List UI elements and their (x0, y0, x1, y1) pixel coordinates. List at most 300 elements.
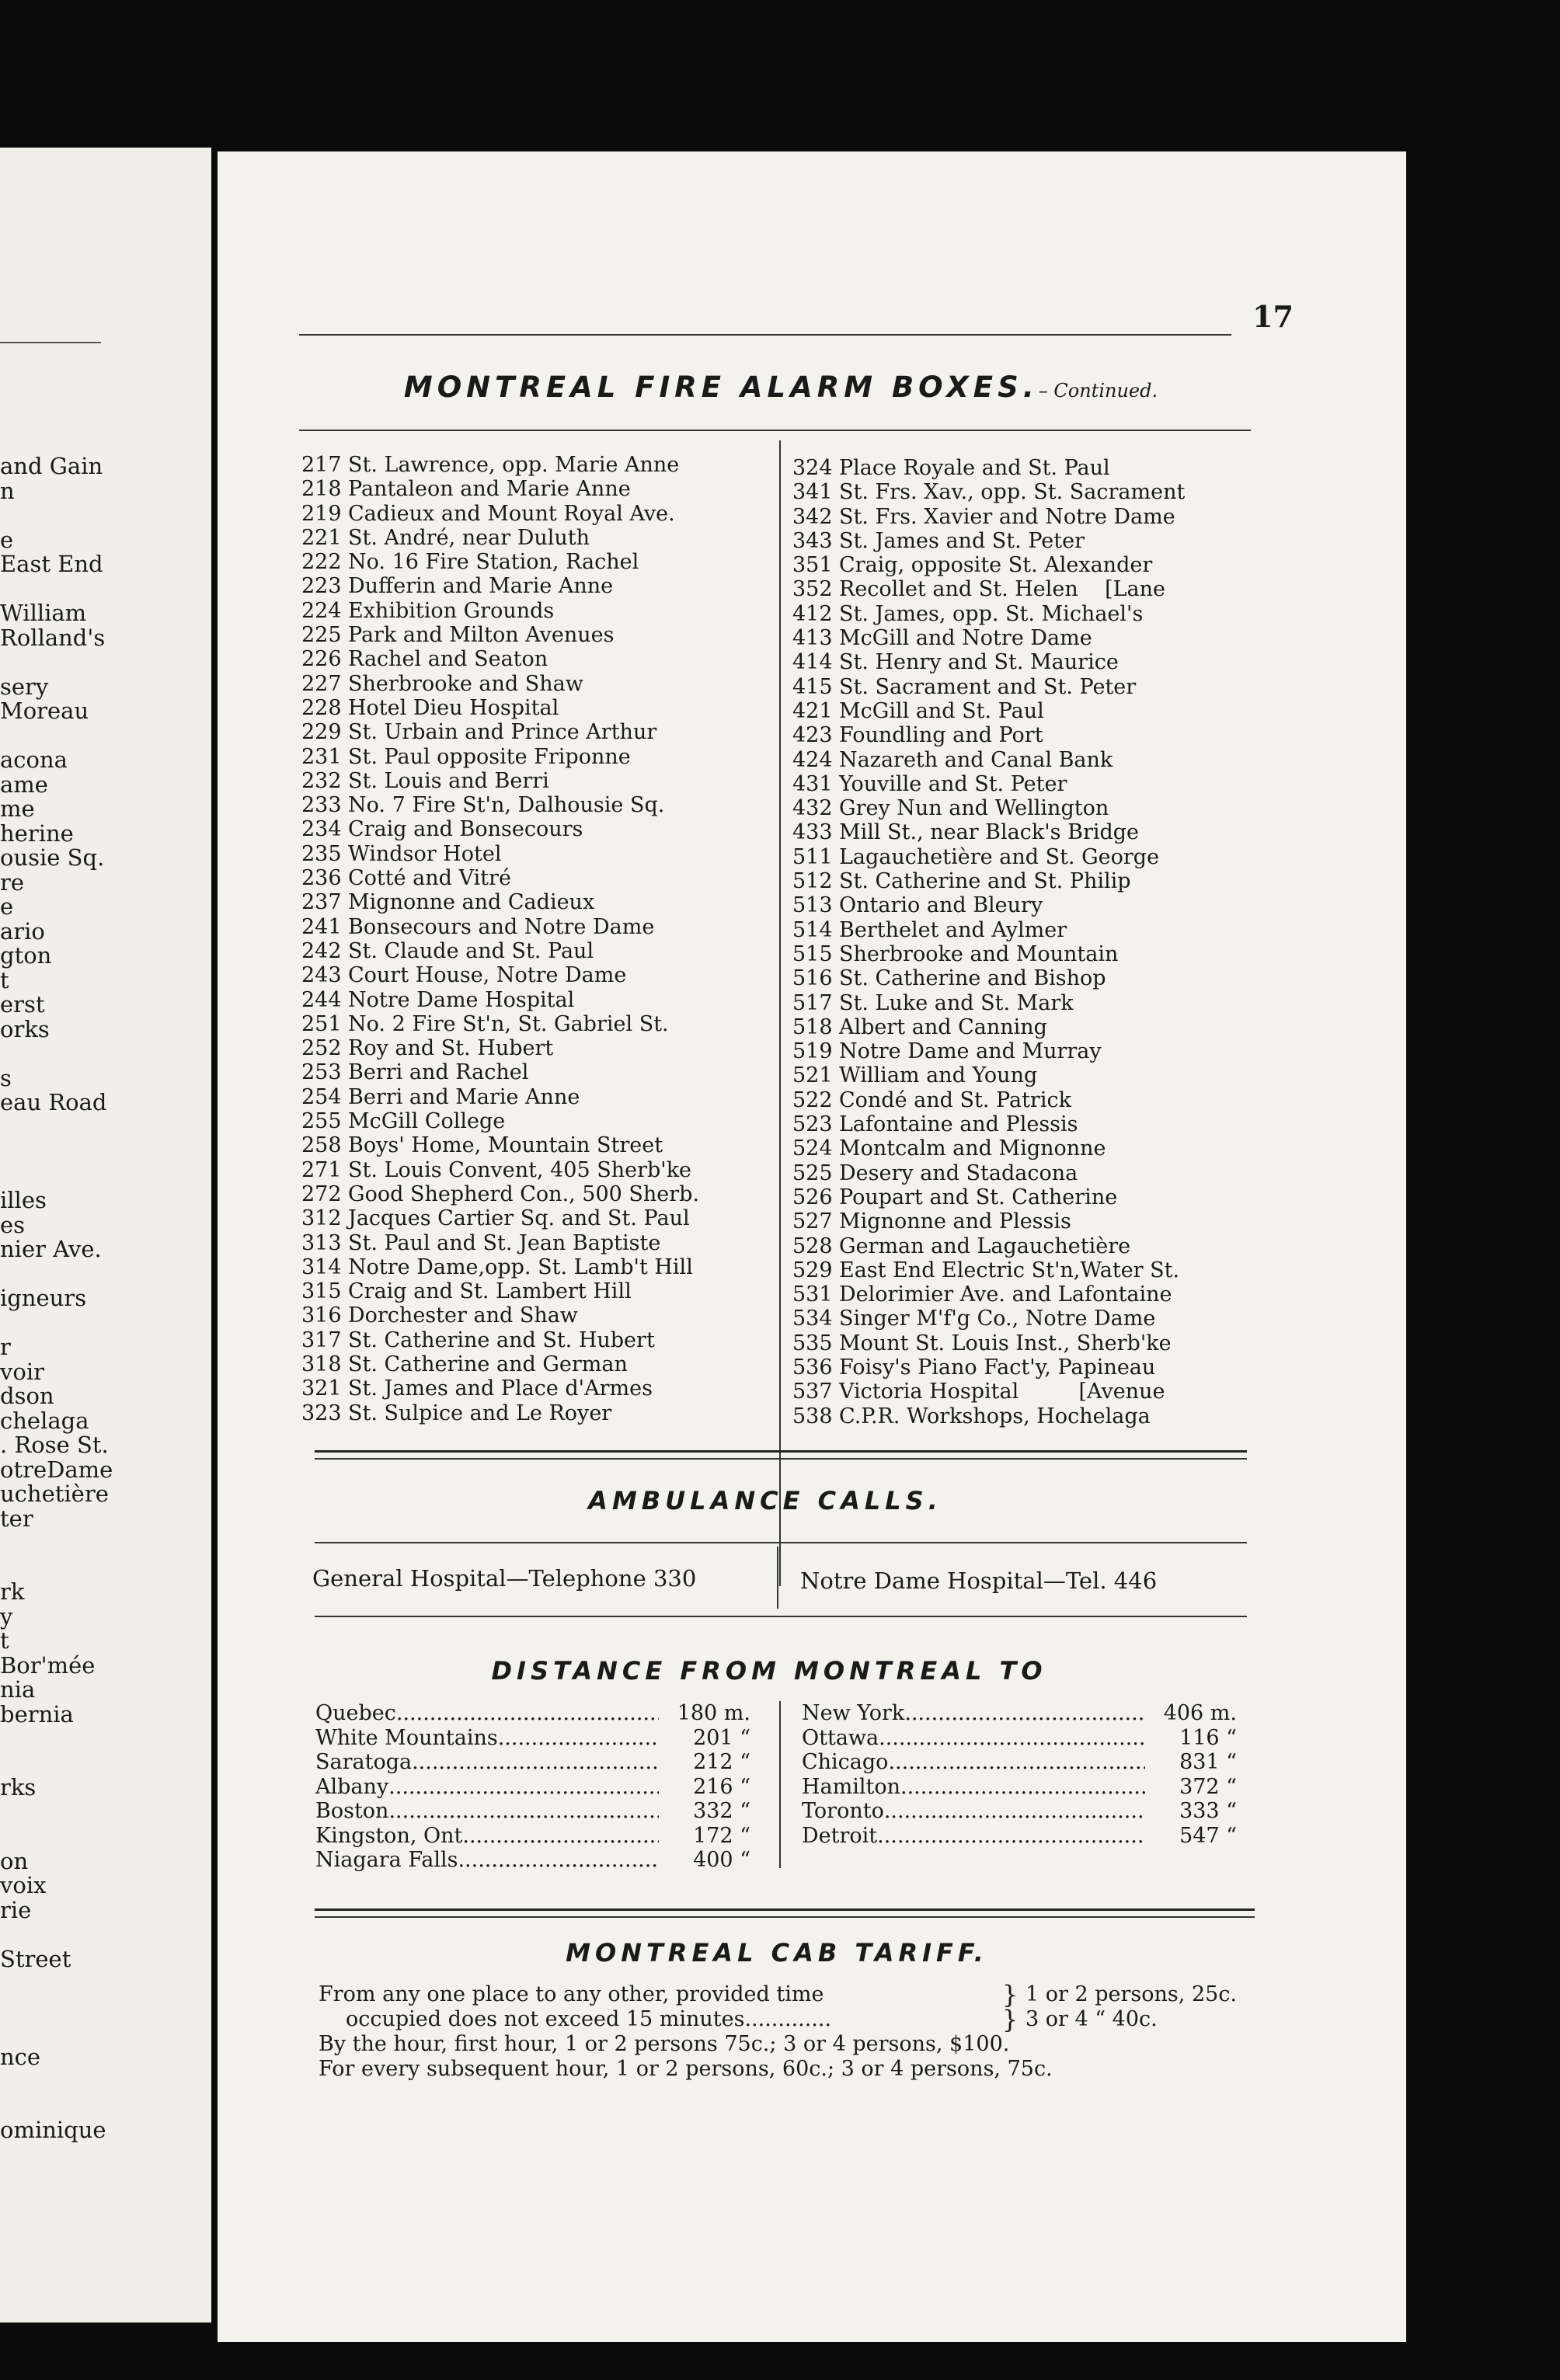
alarm-box-entry (792, 869, 1185, 893)
alarm-box-number: 314 (301, 1254, 342, 1279)
leader-dots (888, 1750, 1145, 1775)
alarm-box-number: 313 (301, 1230, 342, 1255)
alarm-box-location: Montcalm and Mignonne (839, 1136, 1106, 1161)
previous-page-fragment: Bor'mée (0, 1651, 96, 1679)
alarm-box-number: 228 (301, 695, 342, 720)
alarm-box-number: 234 (301, 817, 342, 842)
previous-page-fragment: nier Ave. (0, 1236, 102, 1262)
distance-place: Boston (315, 1799, 389, 1823)
ambulance-title: AMBULANCE CALLS. (588, 1486, 942, 1515)
distance-value: 400 “ (693, 1848, 750, 1872)
alarm-box-number: 321 (301, 1376, 342, 1401)
alarm-box-entry (792, 1234, 1185, 1258)
previous-page-fragment: acona (0, 746, 68, 773)
alarm-box-entry (301, 915, 699, 939)
alarm-box-location: St. James and St. Peter (839, 528, 1085, 553)
alarm-box-entry (792, 650, 1185, 674)
previous-page-fragment: herine (0, 819, 74, 847)
previous-page-fragment: Rolland's (0, 624, 106, 651)
alarm-box-number: 512 (792, 869, 833, 894)
alarm-box-location: Ontario and Bleury (839, 893, 1043, 918)
alarm-box-number: 527 (792, 1209, 833, 1234)
alarm-box-entry (792, 1380, 1185, 1404)
alarm-box-entry (301, 1401, 699, 1425)
alarm-box-entry (301, 623, 699, 647)
alarm-box-entry (792, 456, 1185, 480)
alarm-box-number: 241 (301, 914, 342, 939)
distance-place: Toronto (802, 1799, 884, 1823)
alarm-box-entry (792, 723, 1185, 747)
section-rule (315, 1909, 1255, 1911)
alarm-box-location: Cotté and Vitré (348, 866, 511, 891)
distance-place: Albany (315, 1774, 389, 1799)
alarm-box-number: 519 (792, 1039, 833, 1064)
alarm-box-number: 525 (792, 1160, 833, 1185)
alarm-box-location: William and Young (839, 1063, 1038, 1088)
alarm-box-entry (792, 820, 1185, 844)
alarm-box-location: Dufferin and Marie Anne (348, 574, 614, 599)
alarm-box-entry (301, 1036, 699, 1060)
previous-page-fragment: rk (0, 1578, 25, 1605)
alarm-box-entry (301, 1085, 699, 1109)
alarm-box-number: 431 (792, 771, 833, 796)
alarm-box-entry (301, 1109, 699, 1133)
previous-page-fragment: rie (0, 1896, 32, 1923)
alarm-box-number: 271 (301, 1157, 342, 1182)
alarm-box-entry (792, 505, 1185, 529)
previous-page-fragment: voix (0, 1872, 47, 1898)
alarm-box-number: 242 (301, 938, 342, 963)
alarm-box-number: 536 (792, 1355, 833, 1380)
alarm-box-entry (301, 1279, 699, 1303)
alarm-box-location: St. Urbain and Prince Arthur (348, 720, 657, 745)
alarm-box-entry (301, 890, 699, 914)
alarm-box-location: Cadieux and Mount Royal Ave. (348, 501, 675, 526)
alarm-box-entry (301, 1158, 699, 1182)
alarm-box-number: 222 (301, 550, 342, 575)
alarm-box-entry (301, 647, 699, 671)
section-rule (315, 1458, 1247, 1460)
alarm-box-location: Nazareth and Canal Bank (839, 747, 1113, 772)
alarm-box-number: 342 (792, 504, 833, 529)
leader-dots (877, 1824, 1145, 1849)
distance-value: 172 “ (693, 1823, 750, 1848)
alarm-box-entry (301, 1133, 699, 1157)
alarm-box-entry (301, 526, 699, 550)
alarm-box-entry (792, 626, 1185, 650)
previous-page-fragment: voir (0, 1358, 44, 1385)
distance-entry (315, 1799, 750, 1824)
alarm-box-entry (301, 1255, 699, 1279)
alarm-box-location: Craig and Bonsecours (348, 817, 583, 842)
distance-entry (315, 1750, 750, 1775)
alarm-box-entry (301, 1182, 699, 1206)
alarm-box-location: St. James, opp. St. Michael's (839, 601, 1144, 626)
previous-page-fragment: ousie Sq. (0, 844, 105, 871)
previous-page-fragment: ame (0, 771, 48, 798)
alarm-box-location: Mignonne and Plessis (839, 1209, 1071, 1234)
alarm-box-number: 341 (792, 480, 833, 505)
distance-place: New York (802, 1701, 905, 1725)
ambulance-divider (777, 1547, 778, 1609)
alarm-box-number: 522 (792, 1087, 833, 1112)
alarm-box-number: 243 (301, 963, 342, 988)
alarm-box-number: 317 (301, 1327, 342, 1352)
alarm-box-number: 423 (792, 723, 833, 748)
alarm-box-location: St. André, near Duluth (348, 525, 590, 550)
previous-page-fragment: es (0, 1211, 26, 1238)
alarm-box-entry (301, 988, 699, 1012)
alarm-box-location: St. Catherine and German (348, 1352, 628, 1376)
alarm-box-number: 233 (301, 793, 342, 818)
previous-page-fragment: rks (0, 1774, 37, 1801)
alarm-box-entry (301, 1328, 699, 1352)
alarm-box-location: No. 2 Fire St'n, St. Gabriel St. (348, 1011, 669, 1036)
alarm-box-number: 518 (792, 1014, 833, 1039)
alarm-box-number: 226 (301, 647, 342, 672)
fire-alarm-title: MONTREAL FIRE ALARM BOXES.– Continued. (403, 371, 1158, 404)
distance-value: 406 m. (1163, 1701, 1237, 1725)
alarm-box-location: Pantaleon and Marie Anne (348, 477, 631, 502)
alarm-box-number: 231 (301, 744, 342, 769)
alarm-box-location: Notre Dame Hospital (348, 987, 575, 1012)
alarm-box-entry (792, 1136, 1185, 1160)
alarm-box-location: Foundling and Port (839, 723, 1043, 748)
alarm-box-entry (792, 1404, 1185, 1428)
alarm-box-entry (792, 1088, 1185, 1112)
distance-column-right (802, 1701, 1237, 1848)
distance-entry (802, 1775, 1237, 1800)
leader-dots (498, 1726, 659, 1751)
alarm-box-location: St. Luke and St. Mark (839, 990, 1074, 1015)
alarm-box-number: 316 (301, 1303, 342, 1328)
alarm-box-number: 251 (301, 1011, 342, 1036)
alarm-box-entry (792, 1161, 1185, 1185)
cab-tariff-line-4: For every subsequent hour, 1 or 2 persons, 60c.; 3 or 4 persons, 75c. (319, 2057, 1053, 2081)
alarm-box-number: 229 (301, 720, 342, 745)
distance-place: White Mountains (315, 1725, 498, 1750)
alarm-box-entry (301, 1231, 699, 1255)
alarm-box-location: No. 7 Fire St'n, Dalhousie Sq. (348, 793, 665, 818)
alarm-box-entry (792, 966, 1185, 990)
alarm-box-entry (301, 963, 699, 987)
alarm-box-entry (792, 893, 1185, 917)
alarm-box-number: 424 (792, 747, 833, 772)
alarm-box-location: Exhibition Grounds (348, 598, 555, 623)
alarm-box-location: St. Lawrence, opp. Marie Anne (348, 453, 680, 477)
alarm-box-number: 432 (792, 796, 833, 821)
previous-page-fragment: s (0, 1064, 12, 1091)
alarm-box-location: St. James and Place d'Armes (348, 1376, 653, 1401)
alarm-box-entry (792, 1015, 1185, 1039)
alarm-box-location: St. Claude and St. Paul (348, 938, 594, 963)
previous-page-fragment: ario (0, 917, 45, 945)
previous-page-fragment: East End (0, 551, 103, 577)
alarm-box-entry (792, 1185, 1185, 1209)
alarm-box-location: Foisy's Piano Fact'y, Papineau (839, 1355, 1156, 1380)
distance-place: Hamilton (802, 1774, 901, 1799)
alarm-box-location: Notre Dame and Murray (839, 1039, 1102, 1064)
alarm-box-location: St. Catherine and Bishop (839, 966, 1106, 991)
previous-page-fragment: Moreau (0, 698, 89, 724)
alarm-box-number: 221 (301, 525, 342, 550)
alarm-box-number: 516 (792, 966, 833, 991)
alarm-box-entry (792, 1209, 1185, 1233)
previous-page-rule (0, 342, 101, 343)
alarm-box-number: 253 (301, 1060, 342, 1085)
alarm-box-entry (301, 1352, 699, 1376)
alarm-box-location: Berri and Rachel (348, 1060, 529, 1085)
alarm-box-location: Sherbrooke and Mountain (839, 941, 1119, 966)
alarm-box-entry (792, 529, 1185, 553)
distance-value: 332 “ (693, 1799, 750, 1823)
alarm-box-number: 415 (792, 674, 833, 699)
previous-page-fragment: t (0, 966, 9, 993)
brace-bottom: } (1002, 2005, 1019, 2034)
previous-page-fragment: ter (0, 1505, 33, 1532)
alarm-box-entry (301, 1012, 699, 1036)
alarm-box-location: St. Henry and St. Maurice (839, 650, 1119, 675)
distance-entry (802, 1750, 1237, 1775)
alarm-box-entry (301, 720, 699, 744)
alarm-box-location: St. Paul and St. Jean Baptiste (348, 1230, 661, 1255)
alarm-box-entry (792, 1039, 1185, 1063)
distance-place: Detroit (802, 1823, 878, 1848)
distance-place: Kingston, Ont (315, 1823, 463, 1848)
distance-value: 212 “ (693, 1750, 750, 1774)
alarm-box-number: 414 (792, 650, 833, 675)
alarm-box-location: Mill St., near Black's Bridge (839, 820, 1140, 845)
alarm-box-number: 255 (301, 1109, 342, 1134)
alarm-box-number: 412 (792, 601, 833, 626)
previous-page-fragment: otreDame (0, 1456, 113, 1483)
alarm-box-number: 343 (792, 528, 833, 553)
cab-tariff-rate-1: 1 or 2 persons, 25c. (1025, 1982, 1238, 2006)
alarm-box-location: Victoria Hospital [Avenue (839, 1380, 1165, 1404)
alarm-box-number: 421 (792, 698, 833, 723)
alarm-box-entry (301, 477, 699, 501)
distance-place: Ottawa (802, 1725, 879, 1750)
distance-value: 831 “ (1179, 1750, 1237, 1774)
leader-dots (462, 1824, 659, 1849)
alarm-box-number: 252 (301, 1036, 342, 1061)
alarm-box-location: Good Shepherd Con., 500 Sherb. (348, 1181, 700, 1206)
alarm-box-entry (301, 769, 699, 793)
fire-alarm-column-right (792, 456, 1185, 1428)
distance-place: Chicago (802, 1750, 889, 1774)
alarm-box-number: 526 (792, 1185, 833, 1209)
alarm-box-number: 232 (301, 768, 342, 793)
alarm-box-location: St. Sacrament and St. Peter (839, 674, 1137, 699)
alarm-box-entry (792, 699, 1185, 723)
distance-column-left (315, 1701, 750, 1873)
leader-dots (879, 1726, 1145, 1751)
distance-entry (315, 1848, 750, 1873)
previous-page-fragment: and Gain (0, 453, 103, 479)
page (218, 151, 1406, 2342)
alarm-box-location: Place Royale and St. Paul (839, 456, 1110, 480)
previous-page-fragment: Street (0, 1945, 71, 1972)
alarm-box-entry (301, 550, 699, 574)
ambulance-notre-dame-hospital: Notre Dame Hospital—Tel. 446 (800, 1568, 1158, 1594)
leader-dots (396, 1701, 659, 1726)
cab-tariff-title: MONTREAL CAB TARIFF. (566, 1938, 988, 1968)
alarm-box-location: Mount St. Louis Inst., Sherb'ke (839, 1331, 1172, 1355)
alarm-box-number: 514 (792, 917, 833, 942)
distance-value: 116 “ (1179, 1725, 1237, 1750)
distance-value: 201 “ (693, 1725, 750, 1750)
alarm-box-entry (301, 574, 699, 598)
distance-entry (802, 1824, 1237, 1849)
alarm-box-entry (792, 845, 1185, 869)
alarm-box-number: 224 (301, 598, 342, 623)
previous-page-fragment: igneurs (0, 1285, 87, 1311)
alarm-box-location: St. Louis and Berri (348, 768, 549, 793)
previous-page-fragment: bernia (0, 1700, 74, 1728)
alarm-box-number: 227 (301, 671, 342, 696)
alarm-box-location: Desery and Stadacona (839, 1160, 1078, 1185)
alarm-box-location: Craig, opposite St. Alexander (839, 553, 1153, 578)
distance-entry (315, 1824, 750, 1849)
alarm-box-location: Park and Milton Avenues (348, 623, 615, 648)
alarm-box-location: Rachel and Seaton (348, 647, 548, 672)
previous-page-fragment: William (0, 600, 87, 626)
alarm-box-location: Lagauchetière and St. George (839, 844, 1160, 869)
alarm-box-location: St. Catherine and St. Philip (839, 869, 1131, 894)
alarm-box-location: Berri and Marie Anne (348, 1084, 580, 1109)
fire-alarm-column-left (301, 453, 699, 1425)
alarm-box-entry (301, 866, 699, 890)
previous-page-fragment: nce (0, 2043, 41, 2070)
previous-page-fragment: y (0, 1602, 13, 1630)
alarm-box-number: 312 (301, 1206, 342, 1231)
alarm-box-number: 433 (792, 820, 833, 845)
leader-dots (388, 1775, 659, 1800)
alarm-box-entry (792, 796, 1185, 820)
previous-page-fragment: gton (0, 942, 52, 969)
distance-value: 180 m. (677, 1701, 750, 1725)
alarm-box-location: Recollet and St. Helen [Lane (839, 577, 1166, 602)
distance-entry (315, 1726, 750, 1751)
previous-page-fragment: illes (0, 1187, 47, 1213)
alarm-box-entry (301, 599, 699, 623)
alarm-box-location: Lafontaine and Plessis (839, 1112, 1078, 1137)
alarm-box-number: 315 (301, 1279, 342, 1304)
alarm-box-location: Poupart and St. Catherine (839, 1185, 1118, 1209)
alarm-box-location: Grey Nun and Wellington (839, 796, 1109, 821)
alarm-box-number: 318 (301, 1352, 342, 1376)
alarm-box-entry (792, 1112, 1185, 1136)
cab-tariff-line-1: From any one place to any other, provided time (319, 1982, 824, 2006)
ambulance-top-rule (315, 1542, 1247, 1543)
alarm-box-location: Dorchester and Shaw (348, 1303, 578, 1328)
alarm-box-entry (301, 502, 699, 526)
ambulance-bottom-rule (315, 1616, 1247, 1617)
cab-tariff-rate-2: 3 or 4 “ 40c. (1025, 2007, 1158, 2031)
alarm-box-location: St. Louis Convent, 405 Sherb'ke (348, 1157, 692, 1182)
alarm-box-entry (301, 939, 699, 963)
alarm-box-entry (792, 918, 1185, 942)
alarm-box-location: Condé and St. Patrick (839, 1087, 1071, 1112)
alarm-box-location: Jacques Cartier Sq. and St. Paul (348, 1206, 690, 1231)
alarm-box-location: Notre Dame,opp. St. Lamb't Hill (348, 1254, 693, 1279)
alarm-box-entry (792, 1331, 1185, 1355)
alarm-box-entry (301, 1206, 699, 1230)
previous-page-fragment: sery (0, 673, 49, 700)
leader-dots (388, 1799, 659, 1824)
alarm-box-location: C.P.R. Workshops, Hochelaga (839, 1404, 1151, 1428)
previous-page-fragment: e (0, 526, 14, 553)
alarm-box-entry (792, 748, 1185, 772)
previous-page-fragment: erst (0, 991, 45, 1018)
previous-page-edge (0, 148, 211, 2323)
distance-divider (779, 1701, 781, 1868)
header-rule (299, 334, 1231, 336)
alarm-box-location: St. Frs. Xavier and Notre Dame (839, 504, 1175, 529)
previous-page-fragment: uchetière (0, 1481, 109, 1507)
previous-page-fragment: me (0, 795, 35, 822)
previous-page-fragment: chelaga (0, 1407, 89, 1434)
alarm-box-entry (792, 942, 1185, 966)
alarm-box-location: McGill and St. Paul (839, 698, 1044, 723)
distance-entry (315, 1701, 750, 1726)
alarm-box-number: 413 (792, 626, 833, 651)
alarm-box-location: Sherbrooke and Shaw (348, 671, 583, 696)
alarm-box-location: McGill College (348, 1109, 506, 1134)
alarm-box-number: 237 (301, 890, 342, 915)
alarm-box-number: 529 (792, 1258, 833, 1282)
alarm-box-location: Delorimier Ave. and Lafontaine (839, 1282, 1172, 1307)
fire-alarm-title-rule (299, 430, 1251, 431)
distance-value: 372 “ (1179, 1774, 1237, 1799)
distance-value: 547 “ (1179, 1823, 1237, 1848)
alarm-box-number: 223 (301, 574, 342, 599)
alarm-box-number: 254 (301, 1084, 342, 1109)
previous-page-fragment: n (0, 477, 15, 504)
alarm-box-entry (792, 772, 1185, 796)
previous-page-fragment: e (0, 893, 14, 920)
previous-page-fragment: nia (0, 1676, 36, 1703)
alarm-box-location: Hotel Dieu Hospital (348, 695, 559, 720)
distance-value: 216 “ (693, 1774, 750, 1799)
alarm-box-number: 219 (301, 501, 342, 526)
section-rule (315, 1916, 1255, 1918)
distance-entry (802, 1701, 1237, 1726)
alarm-box-number: 323 (301, 1401, 342, 1425)
alarm-box-location: Court House, Notre Dame (348, 963, 627, 988)
alarm-box-number: 521 (792, 1063, 833, 1088)
distance-entry (802, 1799, 1237, 1824)
alarm-box-entry (792, 577, 1185, 601)
alarm-box-entry (301, 745, 699, 769)
alarm-box-location: St. Catherine and St. Hubert (348, 1327, 655, 1352)
column-divider (779, 440, 781, 1586)
alarm-box-number: 531 (792, 1282, 833, 1307)
distance-place: Quebec (315, 1701, 396, 1725)
previous-page-fragment: . Rose St. (0, 1432, 109, 1458)
previous-page-fragment: eau Road (0, 1089, 107, 1115)
alarm-box-entry (301, 672, 699, 696)
alarm-box-location: Albert and Canning (839, 1014, 1047, 1039)
alarm-box-entry (301, 842, 699, 866)
alarm-box-number: 272 (301, 1181, 342, 1206)
alarm-box-number: 324 (792, 456, 833, 480)
previous-page-fragment: t (0, 1627, 9, 1654)
alarm-box-location: Windsor Hotel (348, 841, 502, 866)
alarm-box-number: 517 (792, 990, 833, 1015)
leader-dots (412, 1750, 659, 1775)
previous-page-fragment: dson (0, 1383, 54, 1409)
